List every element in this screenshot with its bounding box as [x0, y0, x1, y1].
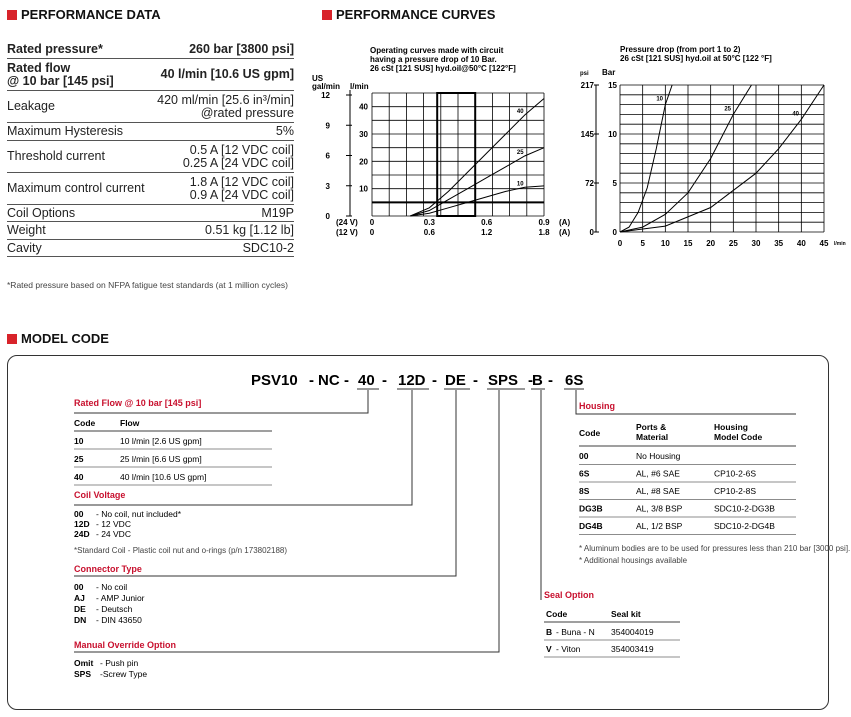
- x-label-12v: (12 V): [336, 228, 358, 237]
- perf-label-line: Weight: [7, 223, 46, 237]
- connector-code: DN: [74, 615, 87, 625]
- y-tick-left: 6: [325, 151, 330, 161]
- x-tick-24v: 0.3: [423, 218, 435, 227]
- y-tick-left: 0: [589, 228, 594, 237]
- y-label-left: gal/min: [312, 82, 341, 91]
- x-tick: 10: [660, 239, 670, 248]
- perf-value-line: 260 bar [3800 psi]: [189, 41, 294, 56]
- chart-title-line: 26 cSt [121 SUS] hyd.oil at 50°C [122 °F]: [620, 54, 772, 63]
- connector-desc: - Deutsch: [96, 604, 133, 614]
- housing-model: CP10-2-8S: [714, 486, 757, 496]
- model-code-dash: -: [344, 372, 349, 389]
- seal-desc: - Buna - N: [556, 627, 595, 637]
- x-tick-12v: 1.8: [538, 228, 550, 237]
- connector-desc: - No coil: [96, 582, 128, 592]
- coil-code: 12D: [74, 519, 90, 529]
- housing-ports: No Housing: [636, 451, 681, 461]
- x-tick-12v: 1.2: [481, 228, 493, 237]
- housing-code: 6S: [579, 468, 590, 479]
- coil-code: 24D: [74, 529, 90, 539]
- housing-code: DG4B: [579, 521, 603, 531]
- series-label: 10: [656, 96, 664, 103]
- housing-ports: AL, #8 SAE: [636, 486, 680, 496]
- perf-value-line: SDC10-2: [242, 240, 294, 255]
- housing-code: 8S: [579, 486, 590, 496]
- model-code-part: B: [532, 372, 543, 389]
- y-tick-left: 3: [325, 181, 330, 191]
- y-tick-left: 145: [580, 130, 594, 139]
- series-label: 40: [792, 111, 800, 118]
- perf-value-line: 0.9 A [24 VDC coil]: [189, 187, 294, 202]
- performance-curves-title: PERFORMANCE CURVES: [322, 7, 495, 22]
- override-code: SPS: [74, 669, 92, 679]
- model-code-dash: -: [382, 372, 387, 389]
- connector-code: 00: [74, 582, 84, 592]
- x-unit: (A): [559, 228, 571, 237]
- x-tick: 40: [796, 239, 806, 248]
- series-label: 25: [724, 106, 732, 113]
- x-tick-24v: 0.6: [481, 218, 493, 227]
- model-code-part: NC: [318, 372, 340, 389]
- seal-code: B: [546, 627, 553, 637]
- x-tick-12v: 0.6: [423, 228, 435, 237]
- x-tick-24v: 0.9: [538, 218, 550, 227]
- housing-ports: AL, 1/2 BSP: [636, 521, 683, 531]
- table-header: Material: [636, 432, 669, 442]
- connector-type-title: Connector Type: [74, 564, 142, 574]
- y-tick-right: 30: [359, 130, 368, 139]
- override-desc: - Push pin: [100, 658, 139, 668]
- housing-note: * Additional housings available: [579, 556, 688, 565]
- x-tick: 0: [617, 239, 623, 248]
- housing-ports: AL, #6 SAE: [636, 468, 680, 479]
- flow-code: 40: [74, 472, 84, 482]
- x-tick: 20: [706, 239, 716, 248]
- x-tick: 25: [728, 239, 738, 248]
- connector-code: DE: [74, 604, 86, 614]
- connector-line: [74, 390, 499, 652]
- y-tick-right: 40: [359, 102, 368, 112]
- chart-title-line: Operating curves made with circuit: [370, 46, 504, 55]
- y-tick-left: 0: [325, 212, 330, 221]
- y-tick-right: 5: [612, 179, 617, 188]
- housing-model: CP10-2-6S: [714, 468, 757, 479]
- perf-value-line: @rated pressure: [200, 105, 294, 120]
- model-code-part: 12D: [398, 372, 426, 389]
- y-tick-right: 0: [612, 228, 617, 237]
- perf-value-line: 0.25 A [24 VDC coil]: [182, 155, 294, 170]
- flow-code: 25: [74, 454, 84, 464]
- perf-label-line: Coil Options: [7, 205, 76, 220]
- perf-value-line: 1.8 A [12 VDC coil]: [189, 174, 294, 189]
- x-label-24v: (24 V): [336, 218, 358, 227]
- x-tick: 5: [640, 239, 645, 248]
- perf-label-line: Leakage: [7, 99, 55, 113]
- coil-desc: - No coil, nut included*: [96, 509, 182, 519]
- x-tick-24v: 0: [369, 218, 375, 227]
- y-label-left: psi: [580, 71, 589, 77]
- seal-desc: - Viton: [556, 644, 581, 654]
- coil-voltage-title: Coil Voltage: [74, 490, 126, 500]
- perf-value-line: 40 l/min [10.6 US gpm]: [160, 67, 294, 81]
- y-tick-left: 12: [321, 91, 330, 100]
- coil-code: 00: [74, 509, 84, 519]
- manual-override-title: Manual Override Option: [74, 640, 177, 650]
- seal-option-title: Seal Option: [544, 590, 595, 600]
- y-tick-right: 20: [359, 157, 368, 167]
- housing-model: SDC10-2-DG3B: [714, 503, 775, 514]
- override-desc: -Screw Type: [100, 669, 148, 679]
- x-unit: l/min: [834, 241, 846, 247]
- connector-desc: - AMP Junior: [96, 593, 145, 603]
- series-label: 25: [516, 149, 524, 156]
- x-tick: 35: [774, 239, 784, 248]
- perf-value-line: 5%: [275, 124, 294, 138]
- y-label-right: Bar: [602, 68, 616, 77]
- series-label: 40: [516, 108, 524, 115]
- override-code: Omit: [74, 658, 94, 668]
- seal-code: V: [546, 644, 552, 654]
- series-label: 10: [516, 181, 524, 188]
- housing-note: * Aluminum bodies are to be used for pressures less than 210 bar [3000 psi].: [579, 544, 851, 553]
- model-code-dash: -: [528, 372, 533, 389]
- connector-code: AJ: [74, 593, 85, 603]
- perf-label-line: Threshold current: [7, 149, 105, 163]
- table-header: Ports &: [636, 422, 667, 432]
- y-tick-left: 9: [325, 121, 330, 131]
- performance-data-title: PERFORMANCE DATA: [7, 7, 161, 22]
- perf-label-line: @ 10 bar [145 psi]: [7, 73, 114, 88]
- flow-value: 40 l/min [10.6 US gpm]: [120, 472, 207, 482]
- flow-code: 10: [74, 436, 84, 446]
- x-tick-12v: 0: [369, 228, 375, 237]
- table-header: Housing: [714, 422, 748, 432]
- y-tick-left: 72: [585, 179, 594, 188]
- table-header: Seal kit: [611, 609, 641, 619]
- y-tick-right: 15: [608, 81, 617, 90]
- table-header: Flow: [120, 418, 140, 428]
- chart-title-line: 26 cSt [121 SUS] hyd.oil@50°C [122°F]: [370, 64, 516, 73]
- perf-label-line: Rated pressure*: [7, 41, 103, 56]
- x-tick: 45: [819, 239, 829, 248]
- model-code-dash: -: [432, 372, 437, 389]
- perf-label-line: Maximum control current: [7, 181, 145, 195]
- housing-model: SDC10-2-DG4B: [714, 521, 775, 531]
- coil-desc: - 24 VDC: [96, 529, 131, 539]
- perf-value-line: 0.51 kg [1.12 lb]: [205, 223, 294, 237]
- x-unit: (A): [559, 218, 571, 227]
- model-code-dash: -: [309, 372, 314, 389]
- y-label-left: US: [312, 74, 324, 83]
- table-header: Model Code: [714, 432, 763, 442]
- y-label-right: l/min: [350, 82, 369, 91]
- perf-label-line: Maximum Hysteresis: [7, 124, 123, 138]
- flow-value: 25 l/min [6.6 US gpm]: [120, 454, 202, 464]
- model-code-dash: -: [473, 372, 478, 389]
- rated-flow-title: Rated Flow @ 10 bar [145 psi]: [74, 398, 202, 408]
- model-code-part: SPS: [488, 372, 519, 389]
- chart-title-line: Pressure drop (from port 1 to 2): [620, 45, 741, 54]
- housing-code: 00: [579, 451, 589, 461]
- y-tick-left: 217: [580, 81, 594, 90]
- housing-code: DG3B: [579, 503, 603, 514]
- model-code-part: PSV10: [251, 372, 298, 389]
- x-tick: 15: [683, 239, 693, 248]
- y-tick-right: 10: [608, 130, 617, 139]
- coil-desc: - 12 VDC: [96, 519, 131, 529]
- flow-value: 10 l/min [2.6 US gpm]: [120, 436, 202, 446]
- seal-kit: 354004019: [611, 627, 654, 637]
- perf-value-line: 420 ml/min [25.6 in³/min]: [157, 92, 294, 107]
- footnote: *Rated pressure based on NFPA fatigue test standards (at 1 million cycles): [7, 280, 288, 290]
- perf-label-line: Rated flow: [7, 60, 71, 75]
- coil-note: *Standard Coil - Plastic coil nut and o-rings (p/n 173802188): [74, 546, 288, 555]
- table-header: Code: [579, 428, 601, 438]
- connector-desc: - DIN 43650: [96, 615, 142, 625]
- model-code-title: MODEL CODE: [7, 331, 109, 346]
- model-code-part: 6S: [565, 372, 584, 389]
- perf-value-line: 0.5 A [12 VDC coil]: [189, 142, 294, 157]
- model-code-part: 40: [358, 372, 375, 389]
- housing-title: Housing: [579, 401, 615, 411]
- table-header: Code: [546, 609, 568, 619]
- table-header: Code: [74, 418, 96, 428]
- housing-ports: AL, 3/8 BSP: [636, 503, 683, 514]
- perf-label-line: Cavity: [7, 240, 42, 255]
- chart-title-line: having a pressure drop of 10 Bar.: [370, 55, 497, 64]
- seal-kit: 354003419: [611, 644, 654, 654]
- model-code-part: DE: [445, 372, 466, 389]
- perf-value-line: M19P: [261, 205, 294, 220]
- model-code-dash: -: [548, 372, 553, 389]
- x-tick: 30: [751, 239, 761, 248]
- y-tick-right: 10: [359, 184, 368, 194]
